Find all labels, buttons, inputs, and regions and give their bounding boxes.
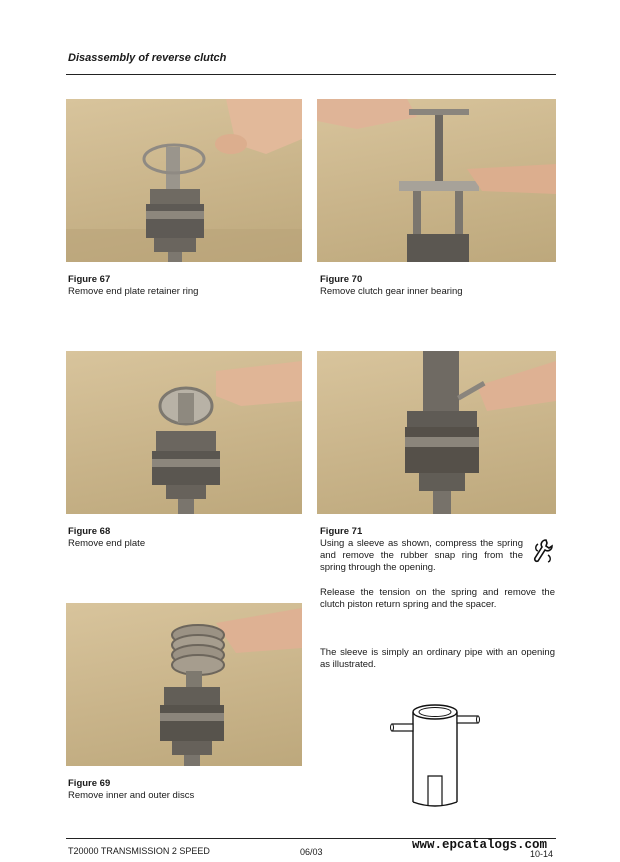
figure-67-number: Figure 67 — [68, 274, 111, 285]
figure-69-caption — [68, 778, 298, 802]
watermark-text: www.epcatalogs.com — [412, 838, 548, 852]
figure-67-photo — [66, 99, 302, 262]
sleeve-compress-illustration — [317, 351, 556, 514]
header-rule — [66, 74, 556, 75]
release-note: Release the tension on the spring and remove the clutch piston return spring and the spacer. — [320, 587, 555, 610]
end-plate-illustration — [66, 351, 302, 514]
figure-71-caption — [320, 526, 523, 574]
figure-68-number: Figure 68 — [68, 526, 111, 537]
figure-70-number: Figure 70 — [320, 274, 363, 285]
figure-67-caption — [68, 274, 298, 298]
figure-68-caption — [68, 526, 298, 550]
figure-71-text: Using a sleeve as shown, compress the spring and remove the rubber snap ring from the spring through the opening. — [320, 538, 523, 573]
footer-date: 06/03 — [300, 847, 323, 857]
figure-70-caption — [320, 274, 550, 298]
section-title: Disassembly of reverse clutch — [68, 52, 227, 64]
figure-69-number: Figure 69 — [68, 778, 111, 789]
figure-70-text: Remove clutch gear inner bearing — [320, 286, 463, 297]
figure-71-photo — [317, 351, 556, 514]
figure-68-text: Remove end plate — [68, 538, 146, 549]
bearing-puller-illustration — [317, 99, 556, 262]
figure-69-photo — [66, 603, 302, 766]
sleeve-pipe-drawing — [390, 698, 490, 810]
footer-model: T20000 TRANSMISSION 2 SPEED — [68, 846, 210, 856]
footer-page-number: 10-14 — [530, 849, 554, 859]
clutch-retainer-ring-illustration — [66, 99, 302, 262]
figure-71-number: Figure 71 — [320, 526, 363, 537]
figure-68-photo — [66, 351, 302, 514]
figure-69-text: Remove inner and outer discs — [68, 790, 195, 801]
wrench-tool-icon — [532, 538, 554, 564]
figure-70-photo — [317, 99, 556, 262]
figure-67-text: Remove end plate retainer ring — [68, 286, 199, 297]
clutch-discs-illustration — [66, 603, 302, 766]
sleeve-note: The sleeve is simply an ordinary pipe with an opening as illustrated. — [320, 647, 555, 670]
